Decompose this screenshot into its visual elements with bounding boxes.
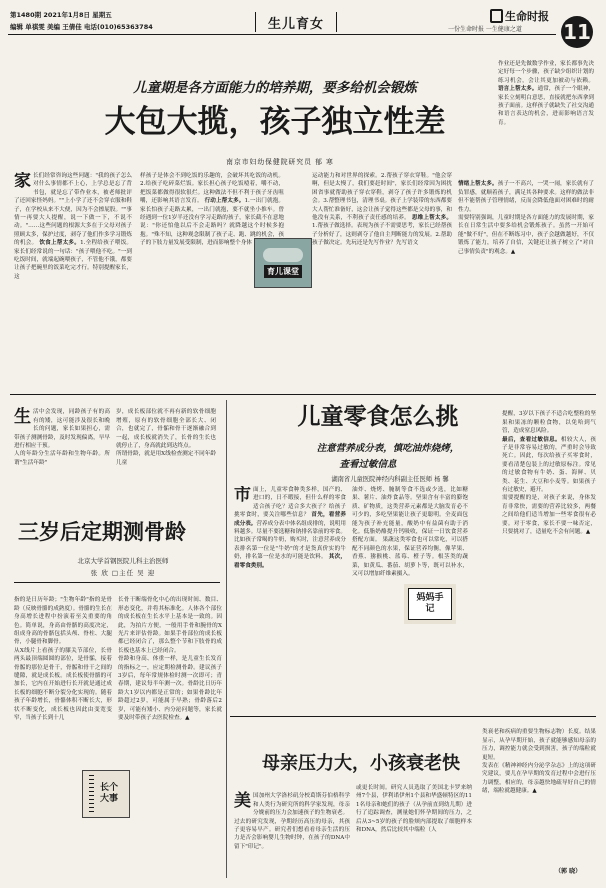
article2-intro-text: 活中会发现，同龄孩子有的高有的矮，这可能涉及很长和晚长的问题，家长如果担心，需带孩子测测骨龄，及时发现偏离，早早进行相应干预。 人的年龄分生活年龄和生物年龄。所谓"生活年龄" <box>14 409 110 466</box>
slogan: 一份生命时报 一生健康之道 <box>448 26 522 33</box>
article4-col-a-text: 国加州大学洛杉矶分校葛斯芬伯格科学和人类行为研究所的科学家发现，母亲分娩前的压力会加速孩子的生物衰老。 过去的研究发现，孕期经历高压的母亲，其孩子更容易早产。研究者们想看看母亲生活的压力是否会影响婴儿生物时钟，在孩子的DNA中留下"印记"。 <box>234 793 350 850</box>
article3-headline: 儿童零食怎么挑 <box>297 404 459 430</box>
issue-line: 第1480期 2021年1月8日 星期五 <box>10 11 112 19</box>
article3-bottom-rule <box>230 716 596 717</box>
article3-subtitle-2: 查看过敏信息 <box>339 459 397 470</box>
article4-sign: （郭 晓） <box>555 868 582 875</box>
article1-emotion-text: 孩子一不高兴，一哭一闹，家长就有了负罪感，就顺着孩子，满足其各种要求。这样的做法非但不能帮孩子管理情绪，反而会降低他面对困难时的耐性力。 需要特别强调，儿童时期是各方面能力的发展时期，家长在日常生活中要多给机会锻炼孩子。虽然一开始可能"做不好"，但在不断练习中，孩子会越做越好，不仅锻炼了能力，培养了自信，关键还让孩子树立了"对自己事情负责"的观念。▲ <box>458 181 594 255</box>
article3-nutrition-text: 营养成分表中体名组成排的，说明用料越多。尽量不要选糖和钠排名靠前的零食。比如孩子常喝的牛奶，购买时，注意营养成分表排名第一位是"牛奶"的才是货真价实的牛奶，排名第一位是水的可能是饮料。 <box>234 520 346 561</box>
article1-action-text: 1.一出门就抱。家长怕孩子走路太累，一出门就抱，要不就坐小推车。曾经遇到一位1岁半还没有学习走路的孩子，家长截不在意地说："你还怕他以后不会走路吗？就降越这个时候多抱抱。"殊不知，这种观念限制了孩子走、跑、跳的机会，孩子的下肢力量发展受限制，进而影响整个身体 <box>140 198 284 247</box>
column-divider <box>226 400 227 878</box>
article3-nutrition-head: 首先，看营养成分表。 <box>234 512 346 527</box>
masthead-rule <box>8 34 556 35</box>
article4-col-b-text: 或更长时间。研究人员选取了美国北卡罗来纳州7个县，伊利诺伊州1个县和华盛顿特区的111名母亲和她们的孩子（从孕前直到幼儿期）进行了追踪调查，测量她们怀孕期间的压力，之后从3~5岁的孩子的脸颊内部提取了细胞样本和DNA，然后比较其中端粒（人 <box>356 785 472 834</box>
article3-col-b-text: 油炸、烧烤、腌制等食不选或少选，比如糖果、薯片、油炸食品等。坚果含有丰富的膨饱质、矿物质，这类营养元素都是大脑发育必不可少的，多吃坚果能让孩子更聪明。全麦面包能为孩子补充能量，酸奶中有益菌有助于消化。低脂奶酪提升钙吸收，保证一日饮食营养搭配方面。 <box>352 487 468 544</box>
brand-mark-icon <box>490 9 503 23</box>
article1-col1-text: 长们经常咨询这些问题："我的孩子怎么对什么事情都不上心，上学总是忘了背书包，就是忘了带作业本，被老师批评了还回家怪妈妈。""上小学了还不会穿衣服和鞋子，在学校从来不大便，因为不会擦屁股。""事情一再要大人提醒，说一下做一下，不说不动。"……这些问题的根源大多在于父母对孩子照顾太多，保护过度，剥夺了他们作多学习锻炼的机会。 <box>14 173 132 247</box>
article1-dropcap: 家 <box>14 172 31 191</box>
article3-photo-caption: 妈妈手记 <box>416 593 444 614</box>
article2-intro <box>14 400 110 516</box>
article1-col3-text: 运动能力和对世界的探索。2.帮孩子穿衣穿鞋。"他会穿啊，但是太慢了，我们要赶时间"，家长们经常因为困扰困省事就帮助孩子穿衣穿鞋，剥夺了孩子许多锻炼的机会。3.帮整理书包，清理书桌。孩子上学装带的东西都要大人帮忙准备好，这会让孩子觉得这些都是父母的事，和他没有关系，不利孩子责任感的培养。 <box>312 173 452 222</box>
article4-headline: 母亲压力大，小孩衰老快 <box>262 753 460 774</box>
article3-col-a <box>234 486 346 712</box>
classroom-icon <box>263 248 303 262</box>
article1-title: 儿童期是各方面能力的培养期，要多给机会锻炼 <box>133 80 417 96</box>
page-number-value: 11 <box>563 20 591 44</box>
page-number <box>561 16 593 48</box>
article3-col-a-text: 面上，儿童零食种类多样，国产的、进口的，日不暇接，但什么样的零食适合孩子吃？适合多大孩子？给孩子挑零食时，要关注哪些信息？ <box>234 487 346 519</box>
article2-dropcap: 生 <box>14 407 31 428</box>
section-title <box>255 12 337 32</box>
growth-ruler-icon <box>89 775 94 813</box>
article3-allergy-head: 最后，查看过敏信息。 <box>502 436 561 443</box>
article1-food-text: 1.全程给孩子喂饭。家长们经常说的一句话："孩子喂他不吃。"一到吃饭时间，就端起碗喂孩子，不管他不饿，都要让孩子把碗里的饭菜吃完才行。特别提醒家长，这 <box>14 240 132 280</box>
article2-col-a-text: 岁，成长板部位就不再有新的软骨细胞增殖，原有的软骨细胞全部长大、闭合，也就完了，骨骺和骨干逐渐融合到一起，成长板就消失了，长骨的生长也就停止了，身高就此到达终点。 所谓骨龄，就是用X线检查测定不同年龄儿童 <box>116 409 216 466</box>
article1-byline: 南京市妇幼保健院研究员 郁 寒 <box>226 158 334 166</box>
article2-col-b <box>14 588 112 874</box>
article1-language-text: 通常，孩子一个眼神，家长立刻明白意思，直接就把东西拿到孩子面前。这样孩子就缺失了社交沟通和语言表达的机会，进而影响语言发育。 <box>498 86 594 126</box>
article3-subtitle-1: 注意营养成分表，慎吃油炸烧烤， <box>316 443 460 454</box>
article3-byline: 湖南省儿童医院神经内科副主任医师 杨 馨 <box>331 476 449 483</box>
article1-thinking-text: 1.帮孩子做选择。表现为孩子不需要思考，家长已经帮孩子分析好了，这则剥夺了他自主判断能力的发展。2.帮助孩子做决定。先玩还是先写作业？先写语文 <box>312 223 452 247</box>
article4-col-c <box>482 720 596 868</box>
article1-col4-top <box>498 60 594 160</box>
article2-col-b-text: 指的是日历年龄；"生物年龄"指的是骨龄（反映骨骼的成熟度）。骨骼的生长在身高增长进程中扮演着至关重要的角色。简单说，身高由骨骼的高度决定，组成身高的骨骼包括头颅、脊柱、大腿骨，小腿骨和脚骨。 从X线片上看孩子的膝关节部位，长骨两头最顶端圆圆的部位，是骨骺，接着骨骺的那位是骨干，骨骺和骨干之间的缝隙，就是成长板。成长板使骨骼的可加长，它内在开始进行长开就是通过成长板的细胞不断分裂分化实现的。随着孩子年龄增长，骨骼体积不断长大，形状不断变化，成长板也因此由变宽变窄，当孩子长到十几 <box>14 597 112 722</box>
article4-col-b <box>356 784 472 876</box>
article1-col1 <box>14 172 132 388</box>
staff-line: 编辑 单祺雯 美编 王倩佳 电话(010)65363784 <box>10 23 153 31</box>
article2-authors: 张 欣 □主任 吴 迎 <box>90 569 156 577</box>
article1-col4-bottom <box>458 172 594 388</box>
article3-category-head: 其次，看零食类别。 <box>234 554 346 569</box>
article3-dropcap: 市 <box>234 486 251 505</box>
article1-action-head: 行动上帮太多。 <box>204 198 245 205</box>
article2-headline: 三岁后定期测骨龄 <box>18 520 186 544</box>
article3-allergy-text: 相较大人，孩子是非常容易过敏的，严重时会导致死亡。因此，每次给孩子买零食时，要看清楚包装上的过敏原标注。常见的过敏食物有牛奶、蛋、海鲜、贝类、花生、大豆和小麦等。如果孩子有过敏史，避开。 需要提醒的是，对孩子来说，身体发育非常快，需要的营养比较多，两餐之间给他们适当增加一些零食很有必要。对于零食，家长不要一味否定，只要挑对了，适量吃不会有问题。▲ <box>502 436 596 536</box>
article2-col-c-text: 长骨干断端骨化中心的出现时间、数目、形态变化，并将其标准化。人体各个部位的成长板在生长水平上基本是一致的。因此，为拍片方便，一般用手骨和腕骨的X光片来评估骨龄。如果手骨部位的成长板都已经闭合了，那么整个节和下肢骨的成长板也基本上已经闭合。 骨龄和身高、体重一样，是儿童生长发育的指标之一，应定期检测骨龄。建议孩子3岁后，每年常规体检时测一次即可；青春期，建议每半年测一次。骨龄比日历年龄大1岁以内都是正常的；如果骨龄比年龄超过2岁，可能属于早熟；骨龄落后2岁，可能有矮小、内分泌问题等，家长就要及时带孩子去医院检查。▲ <box>118 597 222 722</box>
article2-photo-caption: 长个大事 <box>100 783 119 804</box>
article2-byline-rule <box>14 582 220 583</box>
article3-col-b-text-2: 果蔬这类零食也可以常吃，可以搭配不同颜色的水果，保证营养均衡，像苹果、香蕉、猕猴桃、蓝莓、橙子等。根茎类的蔬菜，如黄瓜、番茄、胡萝卜等，既可以补水，又可以增加纤维素摄入。 <box>352 537 468 578</box>
article2-col-c <box>118 588 222 874</box>
article2-col-a <box>116 400 216 516</box>
article3-col-c-text: 提醒，3岁以下孩子不适合吃整粒的坚果和果冻的颗粒食物，以免哈到气管，造成窒息风险。 <box>502 411 596 435</box>
article1-col4-text: 作业还是先做数学作业，家长都事先决定好每一个步骤，孩子缺少组织计划的练习机会，会让其更加被动与依赖。 <box>498 61 594 84</box>
article3-col-c <box>502 402 596 712</box>
article1-language-head: 语言上帮太多。 <box>498 86 538 93</box>
article2-photo <box>82 770 130 818</box>
brand-logo <box>490 8 549 24</box>
article1-photo-caption: 育儿课堂 <box>264 265 302 278</box>
article1-thinking-head: 思维上帮太多。 <box>411 215 452 222</box>
section-label: 生儿育女 <box>267 16 324 32</box>
article4-col-c-text: 类衰老和疾病的重要生物标志物）长度。结果显示，从孕早期开始，孩子就能够感知母亲的压力，调控能力就会受到损害，孩子的端粒就更短。 发表在《精神神经内分泌学杂志》上的这项研究建议，要儿在孕早期的发育过程中会进行压力调整，相应的，母亲越快地疏导好自己的情绪，端粒就越健康。▲ <box>482 729 596 795</box>
article1-headline: 大包大揽，孩子独立性差 <box>104 104 446 140</box>
article1-col2-text: 样孩子是体会不到吃饭的乐趣的，会破坏其吃饭的动机。2.给孩子吃碎菜烂饭。家长担心孩子吃饭噎着，嚼不动，把饭菜都做得很软很烂。这种做法不但不利于孩子牙齿咀嚼，还影响其语言发育。 <box>140 173 284 205</box>
article4-dropcap: 美 <box>234 791 251 812</box>
article1-col3 <box>312 172 452 388</box>
article3-photo <box>404 584 456 624</box>
article4-col-a <box>234 784 350 876</box>
brand-name: 生命时报 <box>505 10 549 23</box>
article1-emotion-head: 情绪上帮太多。 <box>458 181 498 188</box>
article1-food-head: 饮食上帮太多。 <box>39 240 81 247</box>
article2-byline: 北京大学首钢医院儿科主治医师 <box>77 557 169 565</box>
article1-photo <box>254 238 312 288</box>
article1-bottom-rule <box>10 394 596 395</box>
